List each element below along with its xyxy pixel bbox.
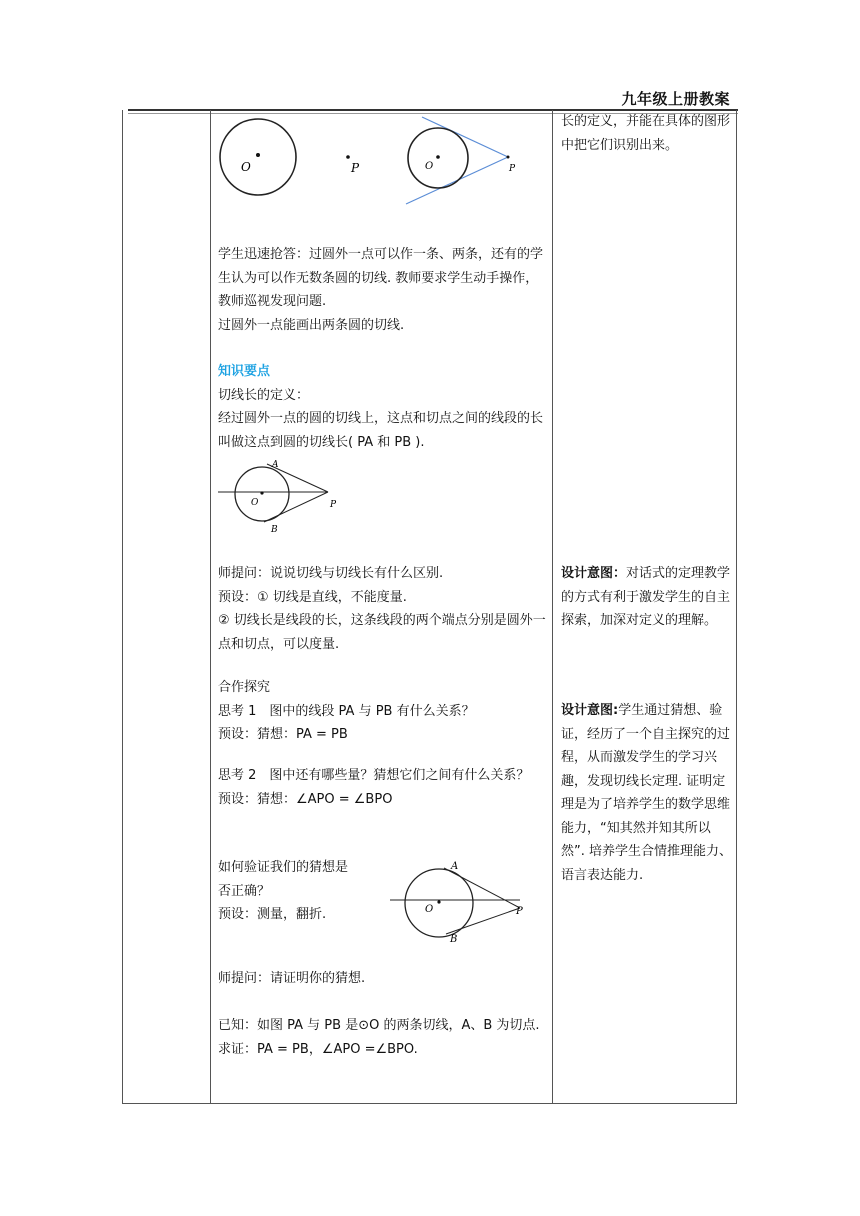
- think-2-answer: 预设：猜想：∠APO = ∠BPO: [218, 791, 393, 807]
- think-2: 思考 2 图中还有哪些量？猜想它们之间有什么关系？: [218, 768, 530, 783]
- point-p-2: [507, 156, 510, 159]
- center-dot-2: [436, 155, 440, 159]
- label-a: A: [451, 861, 459, 872]
- label-p: P: [330, 500, 337, 510]
- page-header-title: 九年级上册教案: [621, 90, 730, 108]
- student-answer-text: 学生迅速抢答：过圆外一点可以作一条、两条，还有的学生认为可以作无数条圆的切线. 教师要求学生动手操作，教师巡视发现问题.: [218, 247, 544, 309]
- column-divider-left: [210, 110, 211, 1104]
- teacher-question-1: 师提问：说说切线与切线长有什么区别.: [218, 566, 444, 581]
- preset-answer-1: 预设：① 切线是直线，不能度量.: [218, 589, 407, 605]
- center-dot-1: [256, 153, 260, 157]
- conclusion-text: 过圆外一点能画出两条圆的切线.: [218, 317, 405, 333]
- figure-circle-and-tangents: [214, 112, 550, 210]
- think-1-answer: 预设：猜想：PA = PB: [218, 727, 348, 742]
- verify-question-line2: 否正确？: [218, 883, 271, 899]
- figure-tangent-theorem: [388, 856, 536, 948]
- tangent-line-upper: [422, 117, 508, 157]
- teacher-question-prove: 师提问：请证明你的猜想.: [218, 971, 366, 986]
- figure-tangent-length: [214, 456, 344, 536]
- segment-pb: [264, 492, 328, 522]
- design-intent-label-2: 设计意图:: [561, 703, 619, 718]
- knowledge-heading: 知识要点: [218, 364, 271, 379]
- given-text: 已知：如图 PA 与 PB 是⊙O 的两条切线，A、B 为切点.: [218, 1018, 540, 1033]
- column-divider-right: [552, 110, 553, 1104]
- center-dot: [437, 900, 440, 903]
- design-intent-label-1: 设计意图：: [561, 566, 627, 581]
- verify-question-line1: 如何验证我们的猜想是: [218, 860, 349, 875]
- label-p-1: P: [351, 161, 360, 175]
- verify-answer: 预设：测量，翻折.: [218, 907, 327, 922]
- cooperative-inquiry-heading: 合作探究: [218, 680, 271, 695]
- preset-answer-2: ② 切线长是线段的长，这条线段的两个端点分别是圆外一点和切点，可以度量.: [218, 613, 546, 652]
- label-o: O: [251, 498, 259, 508]
- center-dot: [260, 491, 263, 494]
- label-b: B: [450, 934, 458, 945]
- label-o-2: O: [425, 161, 434, 172]
- objective-continuation: 长的定义，并能在具体的图形中把它们识别出来。: [561, 114, 731, 153]
- design-intent-column: [561, 110, 733, 883]
- prove-text: 求证：PA = PB，∠APO =∠BPO.: [218, 1041, 418, 1057]
- design-intent-text-2: 学生通过猜想、验证，经历了一个自主探究的过程，从而激发学生的学习兴趣，发现切线长定理. 证明定理是为了培养学生的数学思维能力，“知其然并知其所以然”. 培养学生合情推理能力、语言表达能力.: [561, 703, 732, 883]
- label-o-1: O: [241, 160, 251, 174]
- segment-pb: [446, 908, 520, 934]
- label-p: P: [516, 906, 523, 917]
- label-o: O: [425, 904, 434, 915]
- label-p-2: P: [509, 164, 516, 174]
- segment-pa: [444, 868, 520, 908]
- design-intent-text-1: 对话式的定理教学的方式有利于激发学生的自主探索，加深对定义的理解。: [561, 566, 731, 628]
- definition-title: 切线长的定义：: [218, 387, 310, 403]
- think-1: 思考 1 图中的线段 PA 与 PB 有什么关系？: [218, 703, 475, 719]
- label-a: A: [272, 460, 279, 470]
- label-b: B: [271, 525, 278, 535]
- point-p-1: [346, 155, 350, 159]
- definition-text: 经过圆外一点的圆的切线上，这点和切点之间的线段的长叫做这点到圆的切线长( PA 和 PB ).: [218, 411, 544, 450]
